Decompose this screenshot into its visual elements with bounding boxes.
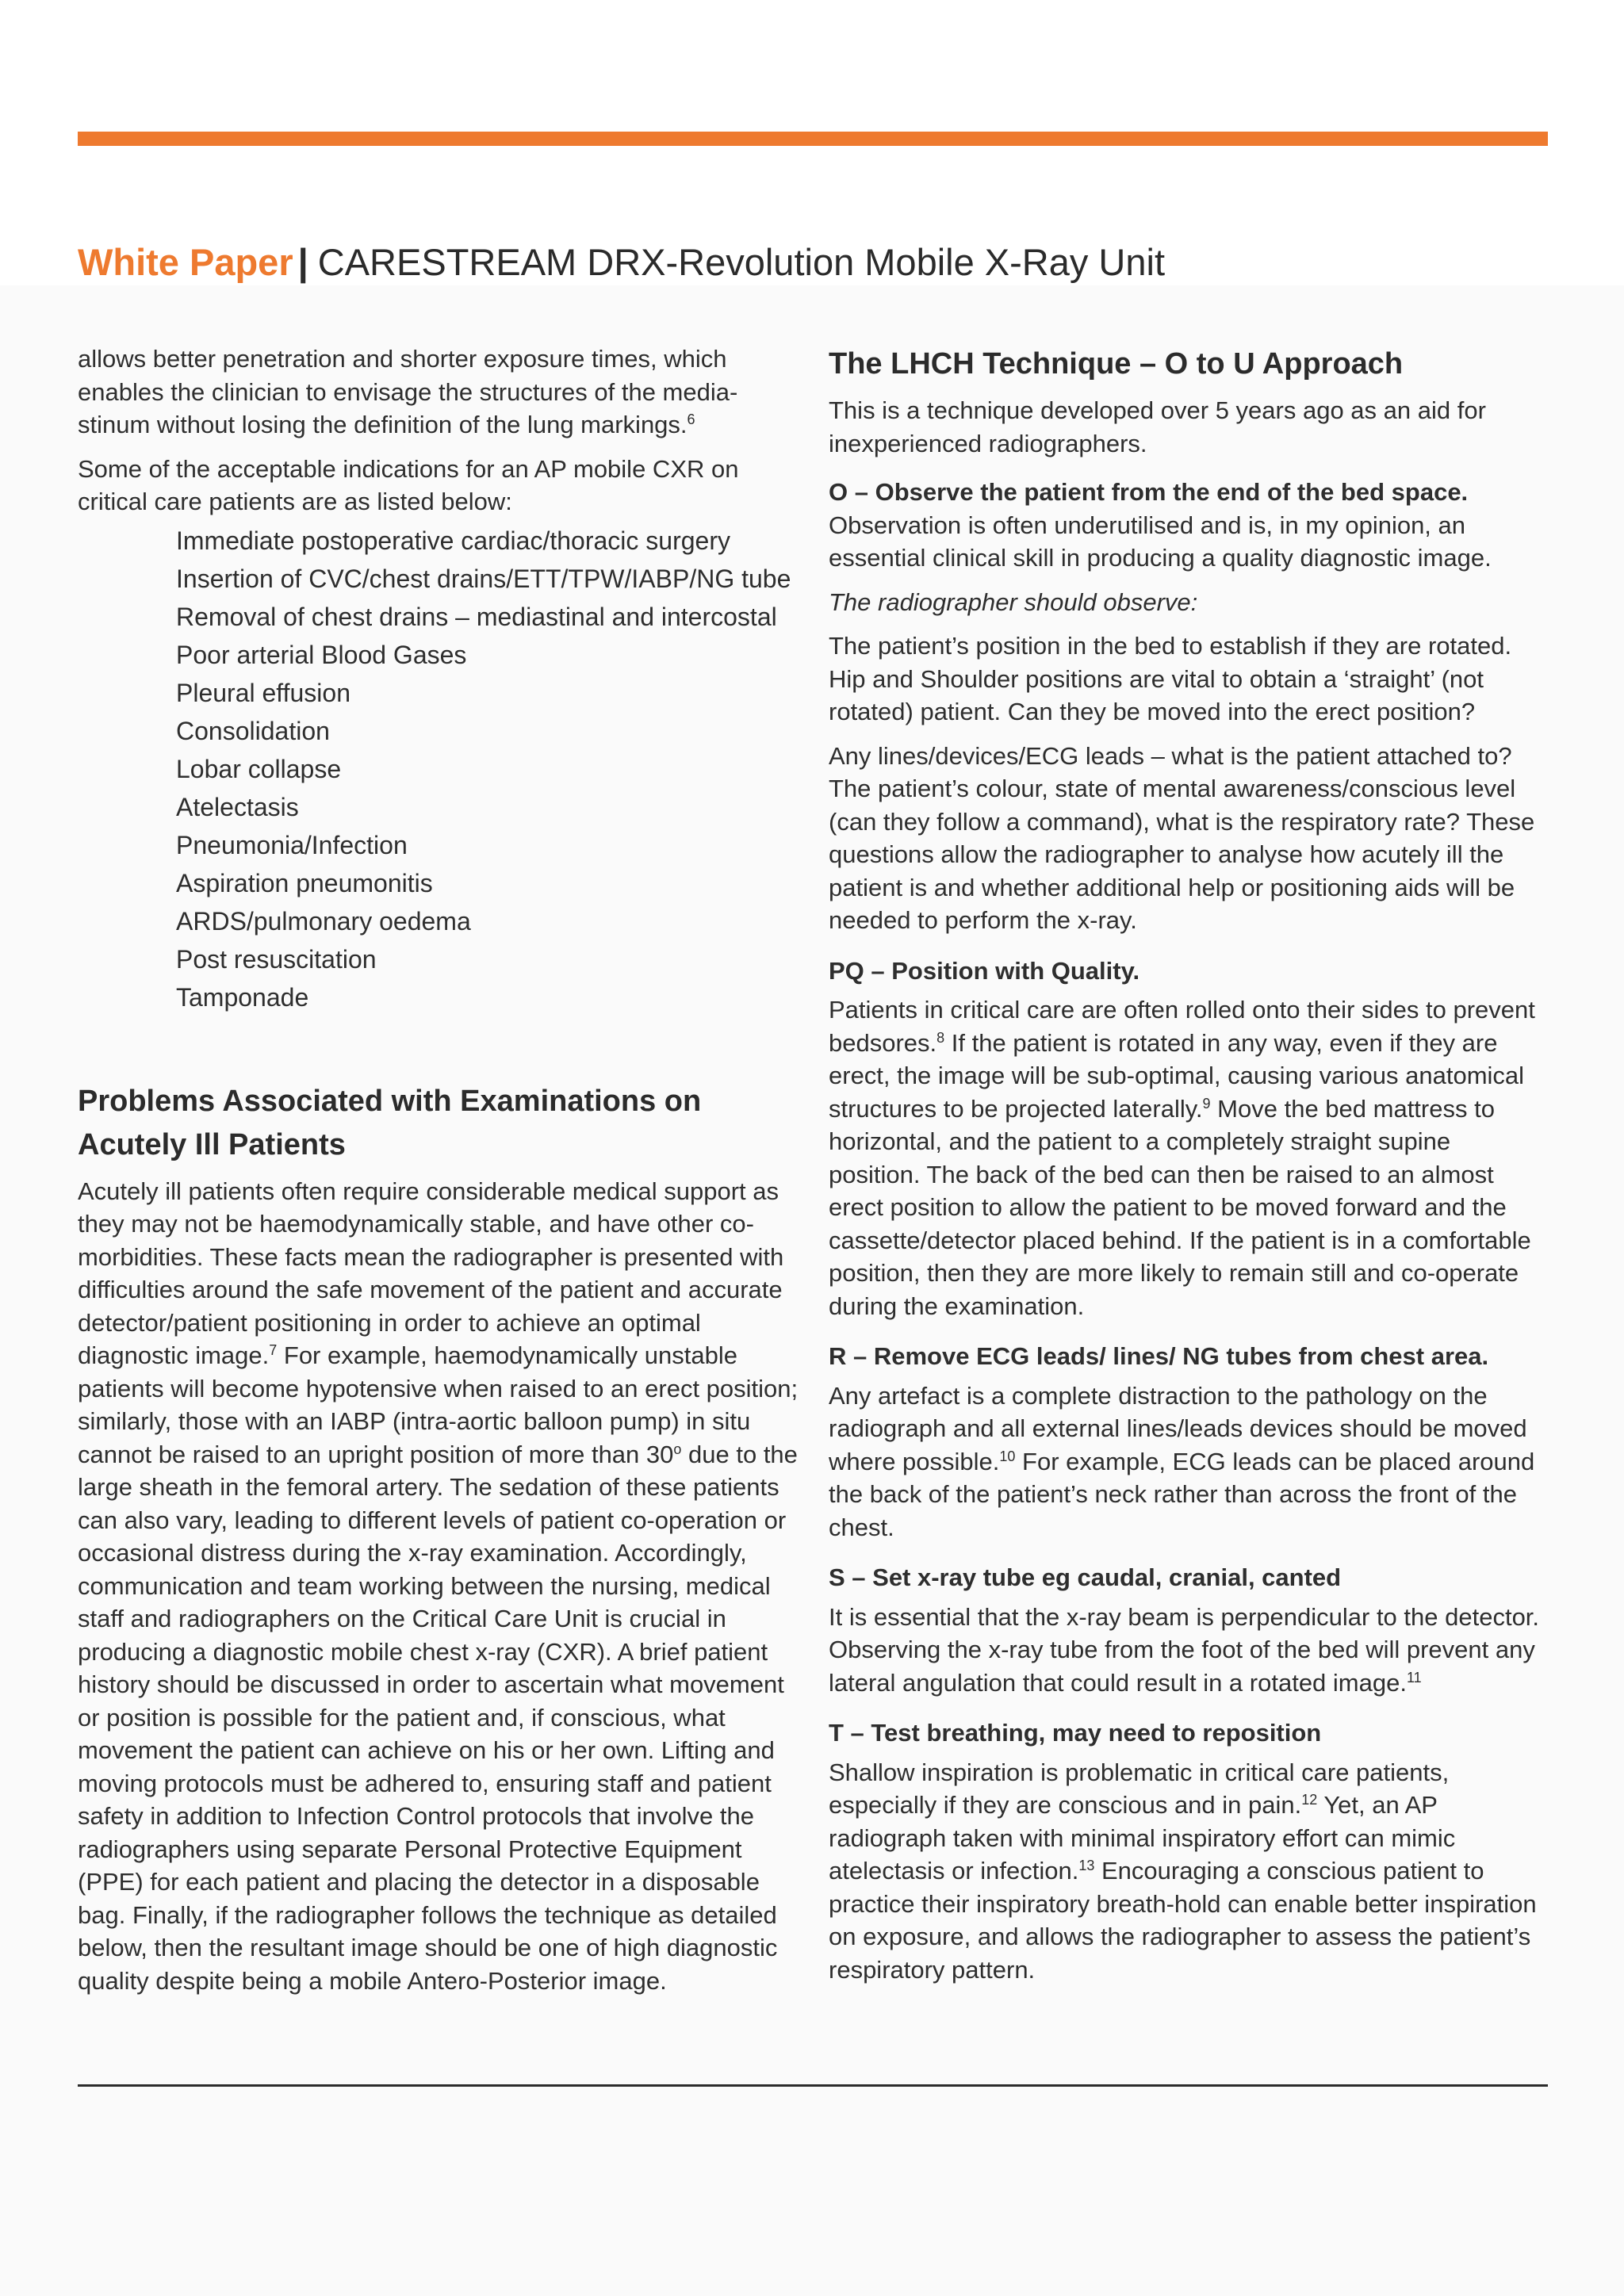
footnote-ref: 8: [936, 1029, 945, 1046]
footnote-ref: 13: [1078, 1858, 1095, 1873]
intro-paragraph: allows better penetration and shorter exposure times, which enables the clinician to envisage the structures of the media-stinum without losing the definition of the lung markings.$^6$: [78, 345, 738, 438]
indications-intro: Some of the acceptable indications for an AP mobile CXR on critical care patients are as listed below:: [78, 454, 739, 515]
step-pq-text: Patients in critical care are often rolled onto their sides to prevent bedsores.$^8$ If the patient is rotated in any way, even if they are erect, the image will be sub-optimal, causing various anatomical structures to be projected laterally.$^9$ Move the bed mattress to horizontal, and the patient to a completely straight supine position. The back of the bed can then be raised to an almost erect position to allow the patient to be moved forward and the cassette/detector placed behind. If the patient is in a comfortable position, then they are more likely to remain still and co-operate during the examination.: [829, 996, 1535, 1320]
list-item: Removal of chest drains – mediastinal and intercostal: [176, 602, 777, 631]
footnote-ref: 12: [1301, 1792, 1318, 1808]
degree-symbol: o: [673, 1441, 682, 1457]
problems-section-title: Problems Associated with Examinations on Acutely Ill Patients: [78, 1084, 702, 1161]
step-o-heading: O – Observe the patient from the end of the bed space.: [829, 478, 1469, 506]
list-item: Immediate postoperative cardiac/thoracic surgery: [176, 526, 730, 555]
list-item: ARDS/pulmonary oedema: [176, 906, 471, 936]
problems-paragraph: Acutely ill patients often require considerable medical support as they may not be haemodynamically stable, and have other co-morbidities. These facts mean the radiographer is presented with difficulties around the safe movement of the patient and accurate detector/patient positioning in order to achieve an optimal diagnostic image.$^7$ For example, haemodynamically unstable patients will become hypotensive when raised to an erect position; similarly, those with an IABP (intra-aortic balloon pump) in situ cannot be raised to an upright position of more than 30$^o$ due to the large sheath in the femoral artery. The sedation of these patients can also vary, leading to different levels of patient co-operation or occasional distress during the x-ray examination. Accordingly, communication and team working between the nursing, medical staff and radiographers on the Critical Care Unit is crucial in producing a diagnostic mobile chest x-ray (CXR). A brief patient history should be discussed in order to ascertain what movement or position is possible for the patient and, if conscious, what movement the patient can achieve on his or her own. Lifting and moving protocols must be adhered to, ensuring staff and patient safety in addition to Infection Control protocols that involve the radiographers using separate Personal Protective Equipment (PPE) for each patient and placing the detector in a disposable bag. Finally, if the radiographer follows the technique as detailed below, then the resultant image should be one of high diagnostic quality despite being a mobile Antero-Posterior image.: [78, 1177, 799, 1995]
list-item: Tamponade: [176, 982, 309, 1012]
footnote-ref: 11: [1406, 1669, 1422, 1686]
technique-intro: This is a technique developed over 5 years ago as an aid for inexperienced radiographers.: [829, 396, 1486, 457]
list-item: Lobar collapse: [176, 754, 342, 783]
step-pq-heading: PQ – Position with Quality.: [829, 956, 1140, 985]
list-item: Post resuscitation: [176, 944, 377, 974]
step-o-text: Observation is often underutilised and is, in my opinion, an essential clinical skill in producing a quality diagnostic image.: [829, 511, 1492, 572]
footnote-ref: 6: [687, 411, 695, 427]
list-item: Poor arterial Blood Gases: [176, 640, 467, 669]
step-t-heading: T – Test breathing, may need to reposition: [829, 1719, 1322, 1747]
footnote-ref: 9: [1202, 1095, 1211, 1112]
page-header: [78, 235, 1548, 290]
white-paper-label: White Paper: [78, 241, 293, 283]
list-item: Pleural effusion: [176, 678, 350, 707]
step-r-heading: R – Remove ECG leads/ lines/ NG tubes from chest area.: [829, 1342, 1489, 1370]
step-o-paragraph-1: The patient’s position in the bed to establish if they are rotated. Hip and Shoulder positions are vital to obtain a ‘straight’ (not rotated) patient. Can they be moved into the erect position?: [829, 632, 1512, 725]
top-accent-rule: [78, 132, 1548, 146]
step-r-text: Any artefact is a complete distraction to the pathology on the radiograph and all external lines/leads devices should be moved where possible.$^{10}$ For example, ECG leads can be placed around the back of the patient’s neck rather than across the front of the chest.: [829, 1381, 1535, 1541]
list-item: Insertion of CVC/chest drains/ETT/TPW/IABP/NG tube: [176, 564, 791, 593]
left-column: [78, 342, 799, 2008]
footnote-ref: 10: [999, 1448, 1016, 1464]
list-item: Aspiration pneumonitis: [176, 868, 433, 897]
technique-section-title: The LHCH Technique – O to U Approach: [829, 347, 1404, 381]
footnote-ref: 7: [269, 1342, 278, 1358]
bottom-rule: [78, 2084, 1548, 2087]
step-s-heading: S – Set x-ray tube eg caudal, cranial, canted: [829, 1563, 1342, 1591]
step-t-text: Shallow inspiration is problematic in critical care patients, especially if they are conscious and in pain.$^{12}$ Yet, an AP radiograph taken with minimal inspiratory effort can mimic atelectasis or infection.$^{13}$ Encouraging a conscious patient to practice their inspiratory breath-hold can enable better inspiration on exposure, and allows the radiographer to assess the patient’s respiratory pattern.: [829, 1758, 1537, 1984]
list-item: Atelectasis: [176, 792, 299, 821]
step-o-paragraph-2: Any lines/devices/ECG leads – what is the patient attached to? The patient’s colour, state of mental awareness/conscious level (can they follow a command), what is the respiratory rate? These questions allow the radiographer to analyse how acutely ill the patient is and whether additional help or positioning aids will be needed to perform the x-ray.: [829, 741, 1535, 934]
document-title: CARESTREAM DRX-Revolution Mobile X-Ray Unit: [317, 241, 1166, 283]
indications-list: [176, 522, 799, 1016]
step-o-italic: The radiographer should observe:: [829, 587, 1198, 616]
step-s-text: It is essential that the x-ray beam is perpendicular to the detector. Observing the x-ray tube from the foot of the bed will prevent any lateral angulation that could result in a rotated image.$^{11}$: [829, 1602, 1540, 1697]
list-item: Pneumonia/Infection: [176, 830, 408, 859]
list-item: Consolidation: [176, 716, 330, 745]
header-separator: |: [297, 241, 308, 283]
right-column: [829, 342, 1546, 1997]
